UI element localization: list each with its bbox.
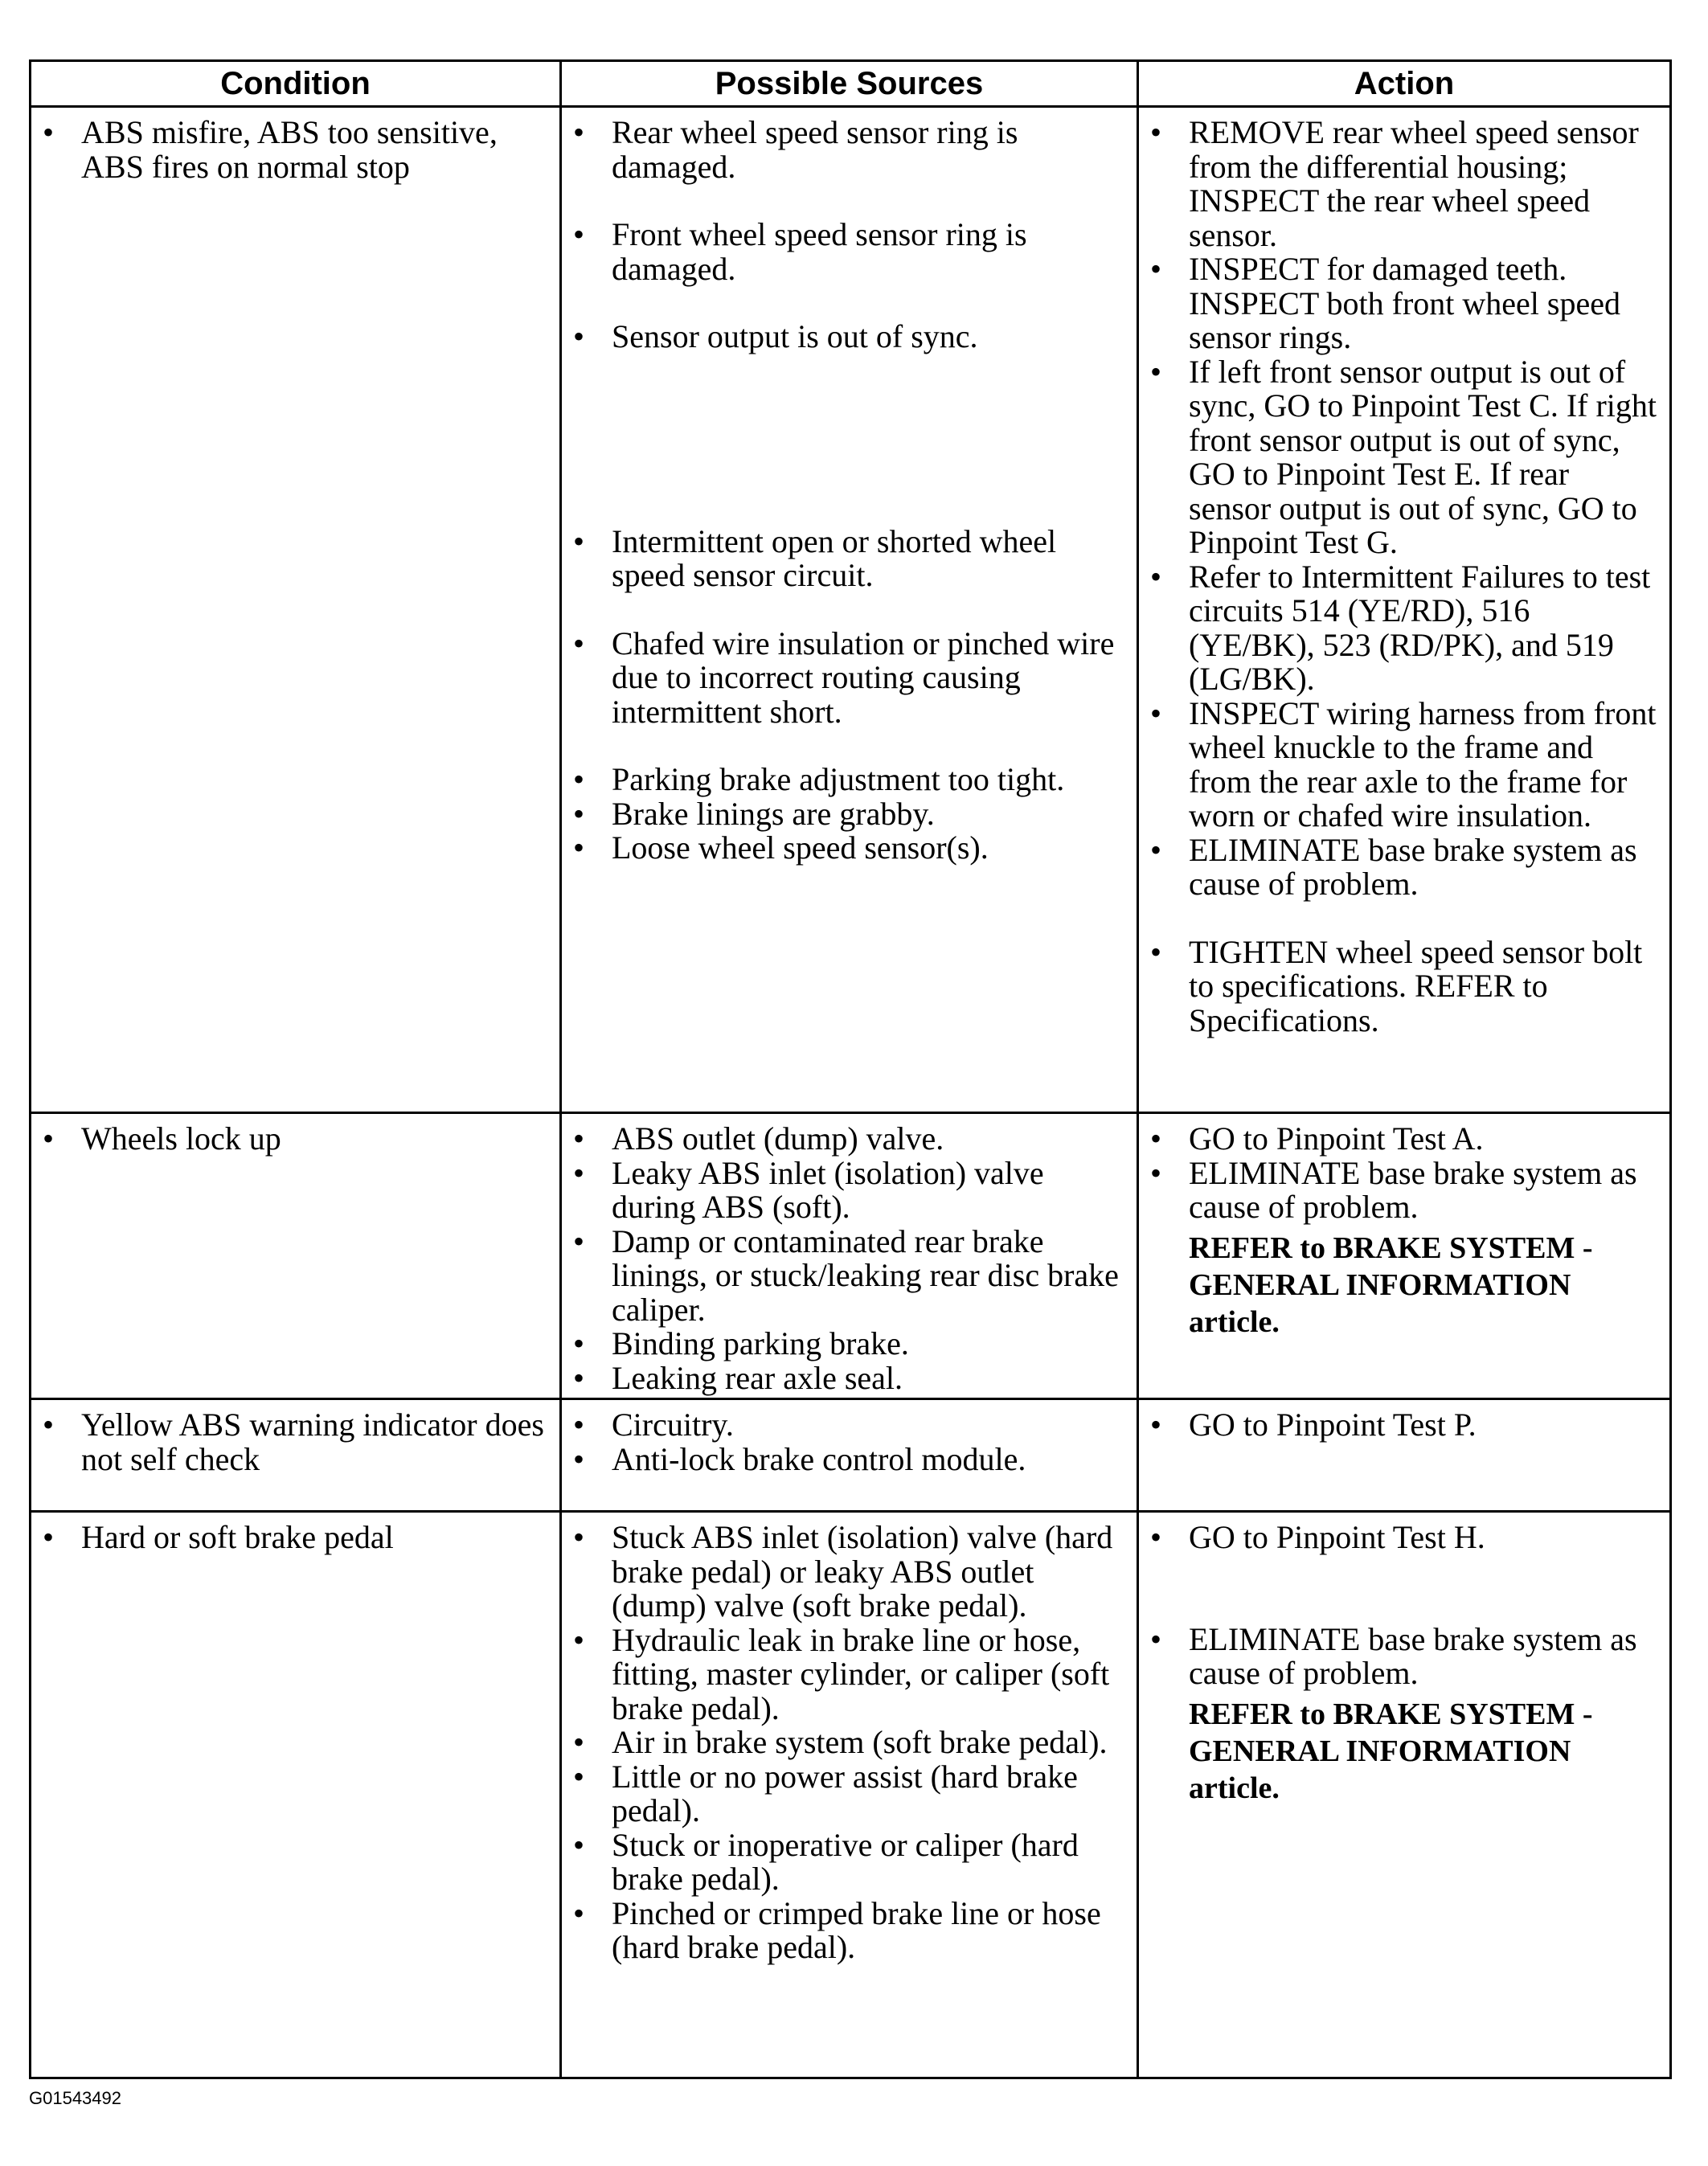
bullet-icon: • [573, 318, 585, 354]
source-text: Front wheel speed sensor ring is damaged. [612, 216, 1027, 287]
bullet-icon: • [573, 1758, 585, 1795]
list-item [1139, 355, 1658, 560]
list-item [562, 522, 1125, 593]
list-item [562, 1440, 1125, 1477]
action-text: REMOVE rear wheel speed sensor from the differential housing; INSPECT the rear wheel speed sensor. [1189, 114, 1639, 253]
bullet-icon: • [43, 114, 55, 150]
brake-system-reference: REFER to BRAKE SYSTEM - GENERAL INFORMATION article. [1189, 1697, 1593, 1805]
list-item [562, 831, 1125, 866]
source-text: Sensor output is out of sync. [612, 318, 978, 354]
source-text: Loose wheel speed sensor(s). [612, 829, 989, 866]
condition-text: Yellow ABS warning indicator does not self check [81, 1406, 544, 1477]
table-row [31, 1513, 1669, 2077]
source-text: Pinched or crimped brake line or hose (hard brake pedal). [612, 1894, 1101, 1965]
source-text: Leaky ABS inlet (isolation) valve during ABS (soft). [612, 1154, 1044, 1225]
bullet-icon: • [1150, 114, 1162, 150]
list-item [562, 1327, 1125, 1361]
action-text: INSPECT for damaged teeth. INSPECT both front wheel speed sensor rings. [1189, 251, 1620, 355]
source-text: Chafed wire insulation or pinched wire due to incorrect routing causing intermittent short. [612, 624, 1115, 730]
action-cell [1139, 108, 1669, 1112]
bullet-icon: • [43, 1406, 55, 1443]
source-text: Brake linings are grabby. [612, 795, 935, 832]
condition-cell [31, 1400, 562, 1510]
bullet-icon: • [573, 795, 585, 832]
condition-text: Hard or soft brake pedal [81, 1519, 394, 1555]
list-item [562, 1828, 1125, 1897]
bullet-icon: • [573, 1894, 585, 1931]
list-item [562, 1760, 1125, 1828]
sources-cell [562, 1114, 1139, 1398]
bullet-icon: • [43, 1120, 55, 1157]
source-text: Damp or contaminated rear brake linings, or stuck/leaking rear disc brake caliper. [612, 1222, 1119, 1328]
table-header [31, 62, 1669, 108]
sources-cell [562, 1400, 1139, 1510]
action-cell [1139, 1114, 1669, 1398]
list-item [1139, 252, 1658, 355]
action-text: GO to Pinpoint Test H. [1189, 1519, 1485, 1555]
list-item [562, 1361, 1125, 1396]
bullet-icon: • [573, 522, 585, 559]
action-text: INSPECT wiring harness from front wheel knuckle to the frame and from the rear axle to the frame for worn or chafed wire insulation. [1189, 694, 1657, 833]
list-item [31, 116, 548, 184]
bullet-icon: • [1150, 694, 1162, 731]
bullet-icon: • [573, 1222, 585, 1259]
bullet-icon: • [573, 216, 585, 252]
action-text: GO to Pinpoint Test P. [1189, 1406, 1477, 1443]
list-item [562, 1154, 1125, 1225]
bullet-icon: • [1150, 1519, 1162, 1555]
source-text: Stuck or inoperative or caliper (hard brake pedal). [612, 1826, 1079, 1897]
list-item [1139, 1122, 1658, 1157]
header-condition: Condition [31, 62, 562, 105]
list-item [562, 1894, 1125, 1965]
action-text: If left front sensor output is out of sync, GO to Pinpoint Test C. If right front sensor output is out of sync, GO to Pinpoint Test E. If rear sensor output is out of sync, GO to Pinpoint Test G. [1189, 353, 1657, 560]
list-item [1139, 694, 1658, 833]
bullet-icon: • [573, 1325, 585, 1361]
list-item [1139, 560, 1658, 697]
bullet-icon: • [573, 1440, 585, 1477]
list-item [562, 1726, 1125, 1760]
source-text: Anti-lock brake control module. [612, 1440, 1026, 1477]
list-item [562, 218, 1125, 286]
bullet-icon: • [1150, 933, 1162, 970]
action-cell [1139, 1400, 1669, 1510]
list-item [562, 116, 1125, 184]
bullet-icon: • [573, 1406, 585, 1443]
table-row [31, 1114, 1669, 1400]
table-row [31, 1400, 1669, 1513]
bullet-icon: • [573, 624, 585, 661]
source-text: Air in brake system (soft brake pedal). [612, 1724, 1108, 1760]
source-text: Rear wheel speed sensor ring is damaged. [612, 114, 1018, 185]
condition-text: ABS misfire, ABS too sensitive, ABS fires on normal stop [81, 114, 498, 185]
list-item [31, 1521, 548, 1555]
bullet-icon: • [1150, 353, 1162, 390]
source-text: Parking brake adjustment too tight. [612, 761, 1065, 797]
brake-system-reference: REFER to BRAKE SYSTEM - GENERAL INFORMATION article. [1189, 1230, 1593, 1339]
list-item [1139, 933, 1658, 1038]
source-text: Little or no power assist (hard brake pedal). [612, 1758, 1078, 1828]
list-item [1139, 1154, 1658, 1225]
header-possible-sources: Possible Sources [562, 62, 1139, 105]
bullet-icon: • [573, 1359, 585, 1396]
sources-cell [562, 108, 1139, 1112]
list-item [562, 1408, 1125, 1443]
action-text: GO to Pinpoint Test A. [1189, 1120, 1484, 1157]
header-action: Action [1354, 65, 1455, 101]
list-item [562, 624, 1125, 730]
list-item [1139, 116, 1658, 252]
list-item [31, 1122, 548, 1157]
bullet-icon: • [1150, 831, 1162, 868]
condition-text: Wheels lock up [81, 1120, 281, 1157]
list-item [562, 1521, 1125, 1623]
bullet-icon: • [1150, 1620, 1162, 1657]
list-item [31, 1408, 548, 1476]
action-text: ELIMINATE base brake system as cause of problem. [1189, 1620, 1637, 1691]
source-text: Hydraulic leak in brake line or hose, fitting, master cylinder, or caliper (soft brake pedal). [612, 1621, 1110, 1726]
bullet-icon: • [573, 829, 585, 866]
source-text: Stuck ABS inlet (isolation) valve (hard brake pedal) or leaky ABS outlet (dump) valve (soft brake pedal). [612, 1519, 1113, 1623]
bullet-icon: • [573, 1154, 585, 1191]
bullet-icon: • [573, 114, 585, 150]
source-text: Circuitry. [612, 1406, 734, 1443]
condition-cell [31, 108, 562, 1112]
table-row [31, 108, 1669, 1114]
list-item [562, 797, 1125, 832]
bullet-icon: • [573, 1519, 585, 1555]
condition-cell [31, 1513, 562, 2077]
list-item [562, 763, 1125, 797]
bullet-icon: • [573, 1621, 585, 1658]
bullet-icon: • [573, 761, 585, 797]
bullet-icon: • [1150, 1406, 1162, 1443]
list-item [1139, 833, 1658, 902]
source-text: ABS outlet (dump) valve. [612, 1120, 944, 1157]
list-item [562, 1623, 1125, 1726]
bullet-icon: • [1150, 1154, 1162, 1191]
source-text: Intermittent open or shorted wheel speed sensor circuit. [612, 522, 1057, 593]
action-text: ELIMINATE base brake system as cause of problem. [1189, 1154, 1637, 1225]
action-cell [1139, 1513, 1669, 2077]
bullet-icon: • [1150, 1120, 1162, 1157]
list-item [1139, 1408, 1658, 1443]
action-text: ELIMINATE base brake system as cause of problem. [1189, 831, 1637, 902]
bullet-icon: • [573, 1120, 585, 1157]
list-item [1139, 1620, 1658, 1691]
list-item [1139, 1521, 1658, 1555]
bullet-icon: • [1150, 558, 1162, 595]
bullet-icon: • [43, 1519, 55, 1555]
bullet-icon: • [573, 1826, 585, 1863]
figure-code: G01543492 [29, 2088, 121, 2108]
list-item [562, 1222, 1125, 1328]
condition-cell [31, 1114, 562, 1398]
bullet-icon: • [573, 1724, 585, 1760]
sources-cell [562, 1513, 1139, 2077]
action-text: Refer to Intermittent Failures to test circuits 514 (YE/RD), 516 (YE/BK), 523 (RD/PK), and 519 (LG/BK). [1189, 558, 1651, 697]
source-text: Leaking rear axle seal. [612, 1359, 903, 1396]
bullet-icon: • [1150, 251, 1162, 287]
troubleshooting-table [29, 59, 1672, 2079]
source-text: Binding parking brake. [612, 1325, 909, 1361]
list-item [562, 1122, 1125, 1157]
list-item [562, 320, 1125, 354]
action-text: TIGHTEN wheel speed sensor bolt to specifications. REFER to Specifications. [1189, 933, 1643, 1038]
